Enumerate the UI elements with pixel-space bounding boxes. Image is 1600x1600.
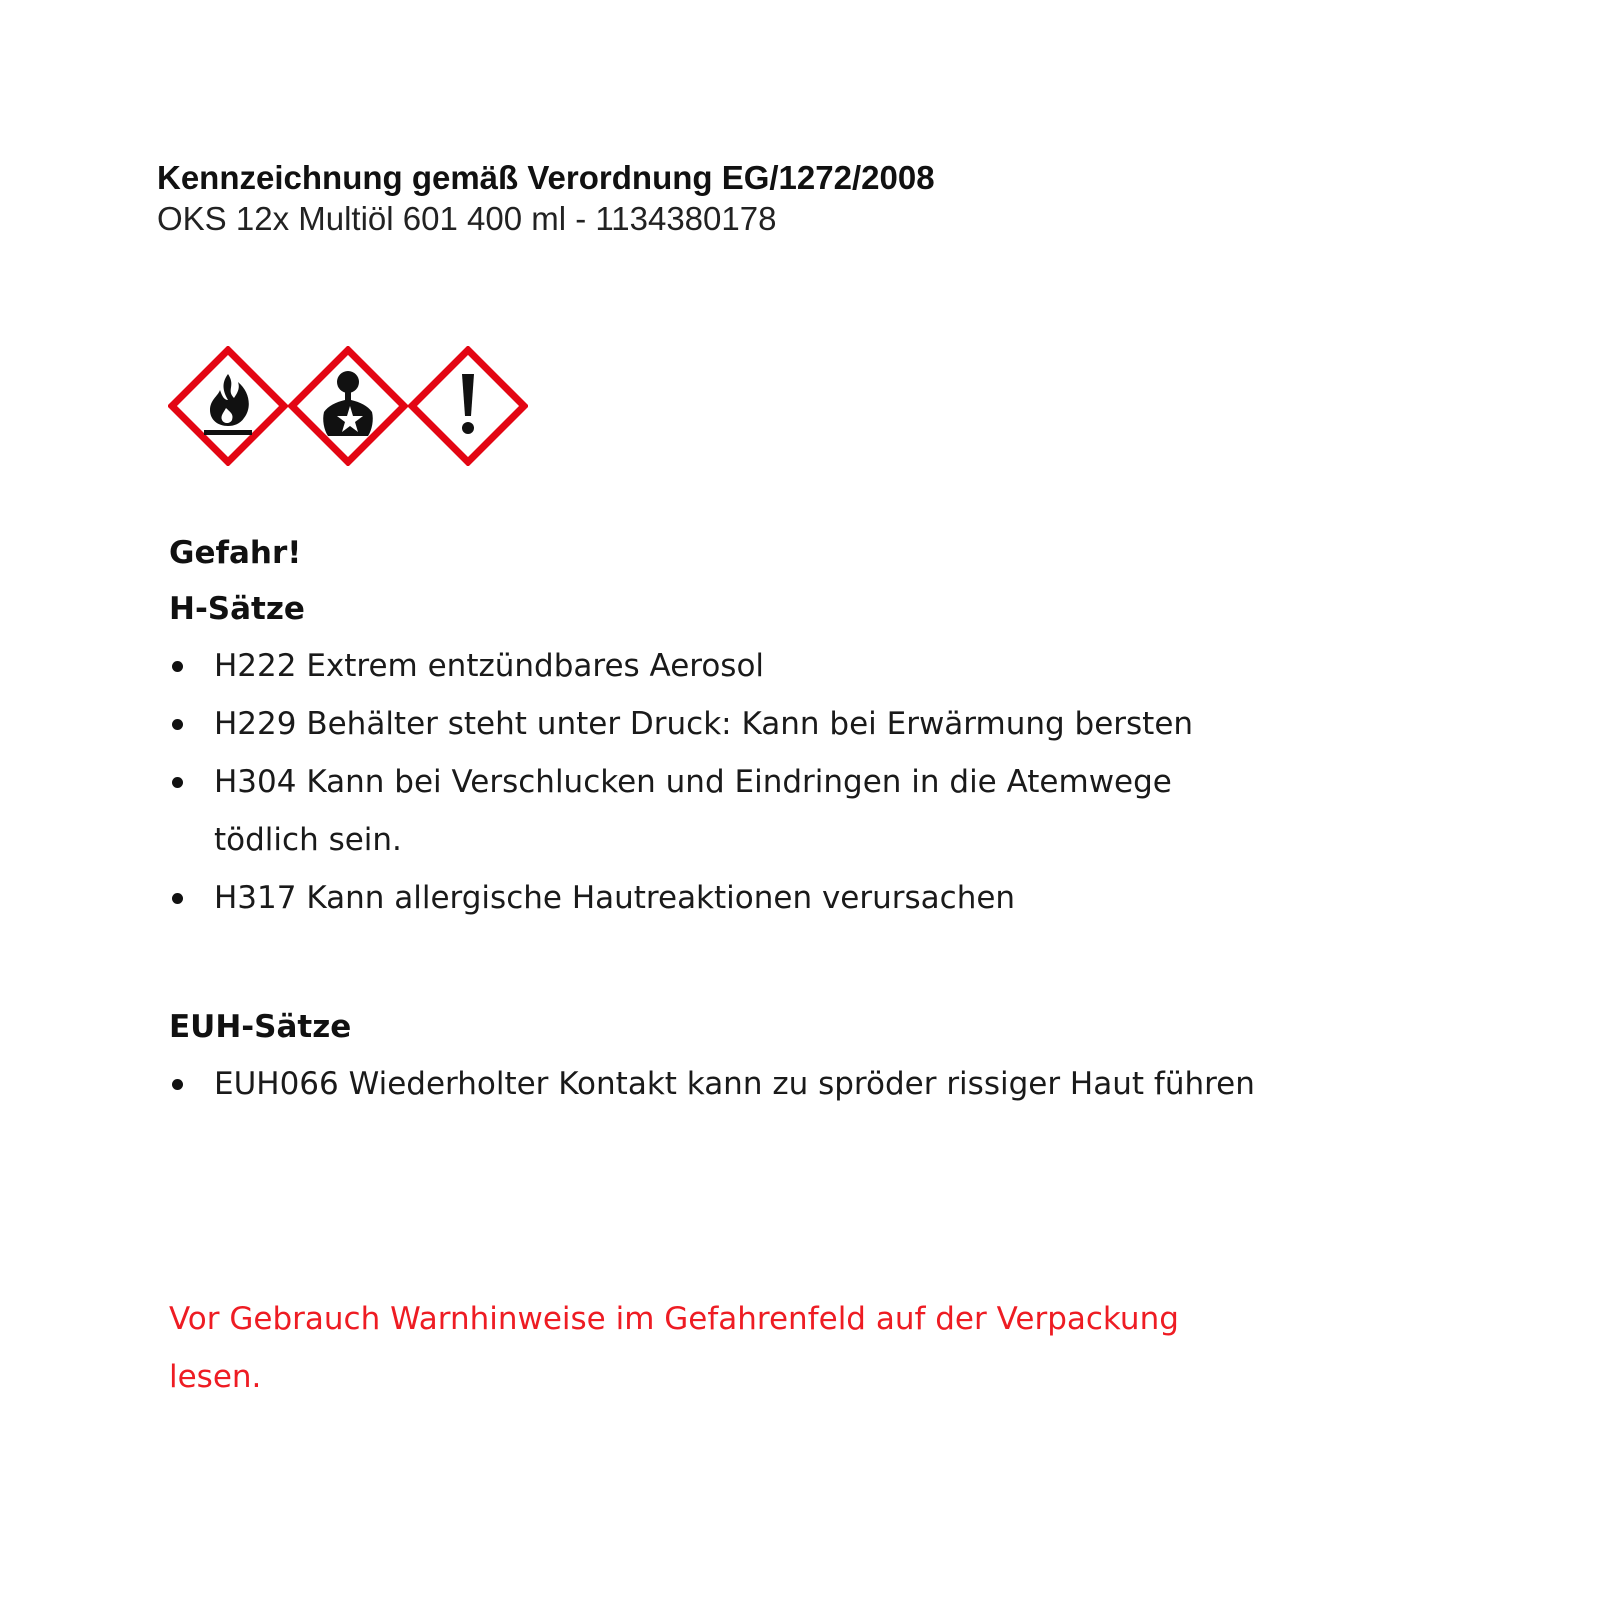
page-title: Kennzeichnung gemäß Verordnung EG/1272/2008	[157, 159, 935, 196]
hazard-content	[169, 525, 1269, 1113]
product-subtitle: OKS 12x Multiöl 601 400 ml - 1134380178	[157, 200, 777, 237]
euh-statements-list	[169, 1055, 1269, 1113]
h-statements-list	[169, 637, 1269, 927]
h-statement: H304 Kann bei Verschlucken und Eindringen in die Atemwege tödlich sein.	[214, 764, 1172, 858]
exclamation-mark-icon	[408, 346, 528, 466]
bullet-icon	[172, 719, 183, 730]
warning-notice: Vor Gebrauch Warnhinweise im Gefahrenfeld auf der Verpackung lesen.	[169, 1301, 1179, 1395]
list-item	[169, 637, 1269, 695]
list-item	[169, 695, 1269, 753]
health-hazard-icon	[288, 346, 408, 466]
bullet-icon	[172, 661, 183, 672]
list-item	[169, 1055, 1269, 1113]
flame-icon	[168, 346, 288, 466]
bullet-icon	[172, 777, 183, 788]
h-section-title: H-Sätze	[169, 591, 305, 627]
euh-statement: EUH066 Wiederholter Kontakt kann zu spröder rissiger Haut führen	[214, 1066, 1255, 1102]
h-statement: H222 Extrem entzündbares Aerosol	[214, 648, 765, 684]
header	[157, 158, 935, 240]
bullet-icon	[172, 1079, 183, 1090]
euh-section-title: EUH-Sätze	[169, 1009, 352, 1045]
bullet-icon	[172, 893, 183, 904]
h-statement: H229 Behälter steht unter Druck: Kann bei Erwärmung bersten	[214, 706, 1194, 742]
signal-word: Gefahr!	[169, 535, 302, 571]
list-item	[169, 869, 1269, 927]
list-item	[169, 753, 1269, 869]
h-statement: H317 Kann allergische Hautreaktionen verursachen	[214, 880, 1016, 916]
ghs-pictograms	[168, 346, 528, 466]
